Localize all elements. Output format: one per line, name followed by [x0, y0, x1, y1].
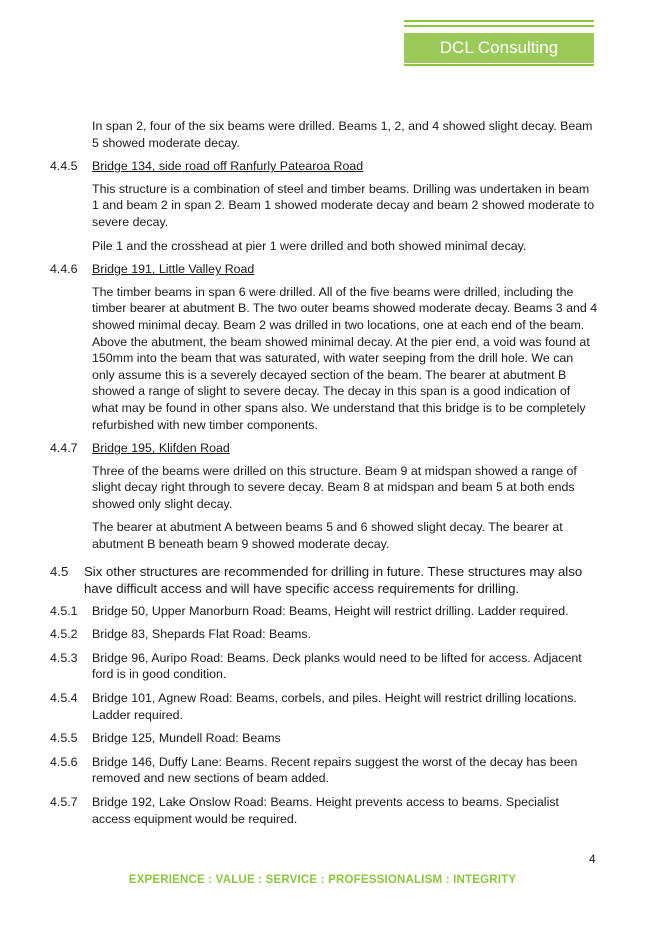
list-item — [50, 650, 598, 683]
section-title: Bridge 195, Klifden Road — [92, 441, 230, 456]
item-text: Bridge 146, Duffy Lane: Beams. Recent repairs suggest the worst of the decay has been removed and new sections of beam added. — [92, 754, 578, 786]
section-number: 4.4.7 — [50, 441, 78, 456]
item-number: 4.5.3 — [50, 650, 78, 665]
section-title: Bridge 191, Little Valley Road — [92, 262, 255, 277]
list-item — [50, 690, 598, 723]
item-text: Bridge 192, Lake Onslow Road: Beams. Height prevents access to beams. Specialist access equipment would be required. — [92, 795, 559, 826]
section-heading-4-4-7 — [50, 440, 598, 457]
section-number: 4.4.5 — [50, 159, 78, 174]
logo-underline — [404, 64, 594, 66]
item-number: 4.5.5 — [50, 731, 78, 746]
paragraph: The bearer at abutment A between beams 5 and 6 showed slight decay. The bearer at abutment B beneath beam 9 showed moderate decay. — [92, 520, 563, 552]
item-number: 4.5.6 — [50, 754, 78, 769]
intro-paragraph: In span 2, four of the six beams were drilled. Beams 1, 2, and 4 showed slight decay. Beam 5 showed moderate decay. — [92, 119, 593, 150]
list-item — [50, 603, 598, 620]
list-item — [50, 794, 598, 827]
list-item — [50, 626, 598, 643]
item-text: Bridge 125, Mundell Road: Beams — [92, 731, 281, 746]
section-text: Six other structures are recommended for drilling in future. These structures may also have difficult access and will have specific access requirements for drilling. — [84, 563, 583, 596]
item-text: Bridge 101, Agnew Road: Beams, corbels, and piles. Height will restrict drilling locations. Ladder required. — [92, 691, 577, 722]
logo-text: DCL Consulting — [439, 38, 559, 57]
section-heading-4-4-5 — [50, 158, 598, 175]
page-number: 4 — [589, 852, 596, 866]
paragraph: The timber beams in span 6 were drilled. All of the five beams were drilled, including the timber bearer at abutment B. The two outer beams showed moderate decay. Beams 3 and 4 showed minimal decay. Beam 2 was drilled in two locations, one at each end of the beam. Above the abutment, the beam showed minimal decay. At the pier end, a void was found at 150mm into the beam that was saturated, with water seeping from the drill hole. We can only assume this is a severely decayed section of the beam. The bearer at abutment B showed a range of slight to severe decay. The decay in this span is a good indication of what may be found in other spans also. We understand that this bridge is to be completely refurbished with new timber components. — [92, 284, 598, 432]
item-text: Bridge 96, Auripo Road: Beams. Deck planks would need to be lifted for access. Adjacent ford is in good condition. — [92, 650, 582, 682]
paragraph: This structure is a combination of steel and timber beams. Drilling was undertaken in beam 1 and beam 2 in span 2. Beam 1 showed moderate decay and beam 2 showed moderate to severe decay. — [92, 181, 595, 229]
list-item — [50, 754, 598, 787]
paragraph: Pile 1 and the crosshead at pier 1 were drilled and both showed minimal decay. — [92, 238, 527, 253]
footer-tagline: EXPERIENCE : VALUE : SERVICE : PROFESSIONALISM : INTEGRITY — [128, 874, 517, 886]
logo-decor-lines — [404, 20, 594, 30]
section-4-5 — [50, 563, 598, 597]
item-text: Bridge 50, Upper Manorburn Road: Beams, Height will restrict drilling. Ladder required. — [92, 603, 569, 618]
document-body — [50, 118, 598, 834]
item-number: 4.5.4 — [50, 691, 78, 706]
item-number: 4.5.7 — [50, 795, 78, 809]
section-title: Bridge 134, side road off Ranfurly Patearoa Road — [92, 159, 364, 174]
section-number: 4.5 — [50, 563, 69, 579]
paragraph: Three of the beams were drilled on this structure. Beam 9 at midspan showed a range of slight decay right through to severe decay. Beam 8 at midspan and beam 5 at both ends showed only slight decay. — [92, 463, 577, 511]
company-logo — [404, 33, 594, 63]
section-number: 4.4.6 — [50, 262, 78, 277]
item-number: 4.5.1 — [50, 603, 78, 618]
item-text: Bridge 83, Shepards Flat Road: Beams. — [92, 627, 312, 642]
item-number: 4.5.2 — [50, 627, 78, 642]
list-item — [50, 730, 598, 747]
section-heading-4-4-6 — [50, 261, 598, 278]
